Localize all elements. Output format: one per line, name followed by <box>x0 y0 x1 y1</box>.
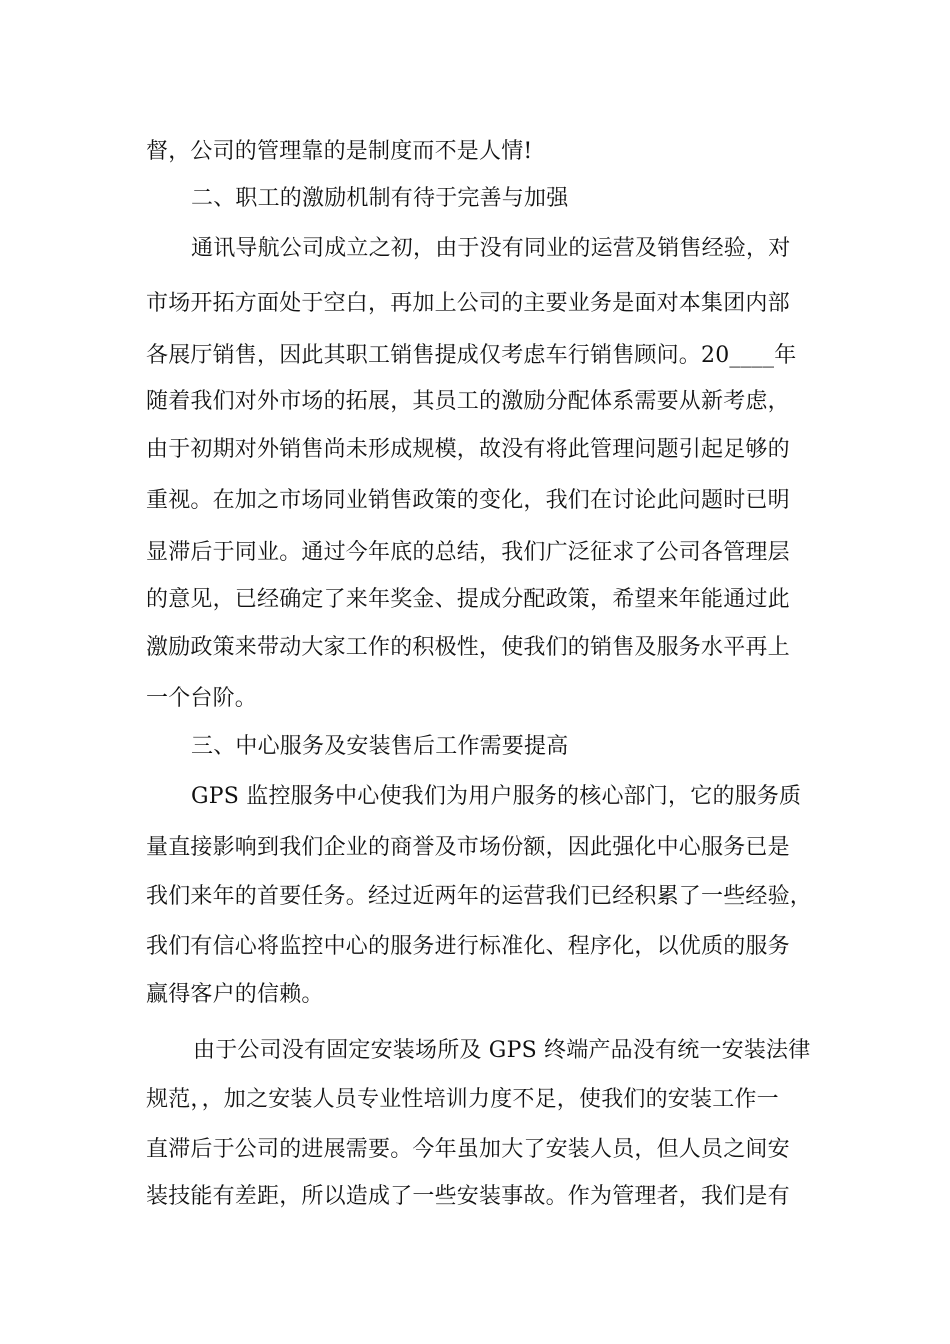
text-line: 的意见，已经确定了来年奖金、提成分配政策，希望来年能通过此 <box>146 587 790 612</box>
section-heading: 三、中心服务及安装售后工作需要提高 <box>191 734 569 759</box>
section-heading: 二、职工的激励机制有待于完善与加强 <box>191 186 569 211</box>
text-line: 通讯导航公司成立之初，由于没有同业的运营及销售经验，对 <box>191 236 791 261</box>
text-line: 直滞后于公司的进展需要。今年虽加大了安装人员，但人员之间安 <box>146 1137 790 1162</box>
text-line: 由于初期对外销售尚未形成规模，故没有将此管理问题引起足够的 <box>146 437 790 462</box>
text-line: 激励政策来带动大家工作的积极性，使我们的销售及服务水平再上 <box>146 635 790 660</box>
text-line: 装技能有差距，所以造成了一些安装事故。作为管理者，我们是有 <box>146 1184 790 1209</box>
text-line: 随着我们对外市场的拓展，其员工的激励分配体系需要从新考虑， <box>146 389 790 414</box>
text-line: 由于公司没有固定安装场所及 GPS 终端产品没有统一安装法律 <box>193 1038 811 1063</box>
text-line: 我们来年的首要任务。经过近两年的运营我们已经积累了一些经验， <box>146 884 813 909</box>
text-line: 各展厅销售，因此其职工销售提成仅考虑车行销售顾问。20____年 <box>146 343 797 368</box>
text-line: 赢得客户的信赖。 <box>146 982 324 1007</box>
text-line: 督，公司的管理靠的是制度而不是人情! <box>146 139 533 164</box>
text-line: 显滞后于同业。通过今年底的总结，我们广泛征求了公司各管理层 <box>146 540 790 565</box>
text-line: 我们有信心将监控中心的服务进行标准化、程序化，以优质的服务 <box>146 934 790 959</box>
text-line: 规范，，加之安装人员专业性培训力度不足，使我们的安装工作一 <box>146 1087 779 1112</box>
text-line: 量直接影响到我们企业的商誉及市场份额，因此强化中心服务已是 <box>146 835 790 860</box>
text-line: 市场开拓方面处于空白，再加上公司的主要业务是面对本集团内部 <box>146 291 790 316</box>
text-line: 一个台阶。 <box>146 686 258 711</box>
text-line: 重视。在加之市场同业销售政策的变化，我们在讨论此问题时已明 <box>146 488 790 513</box>
text-line: GPS 监控服务中心使我们为用户服务的核心部门，它的服务质 <box>191 784 802 809</box>
